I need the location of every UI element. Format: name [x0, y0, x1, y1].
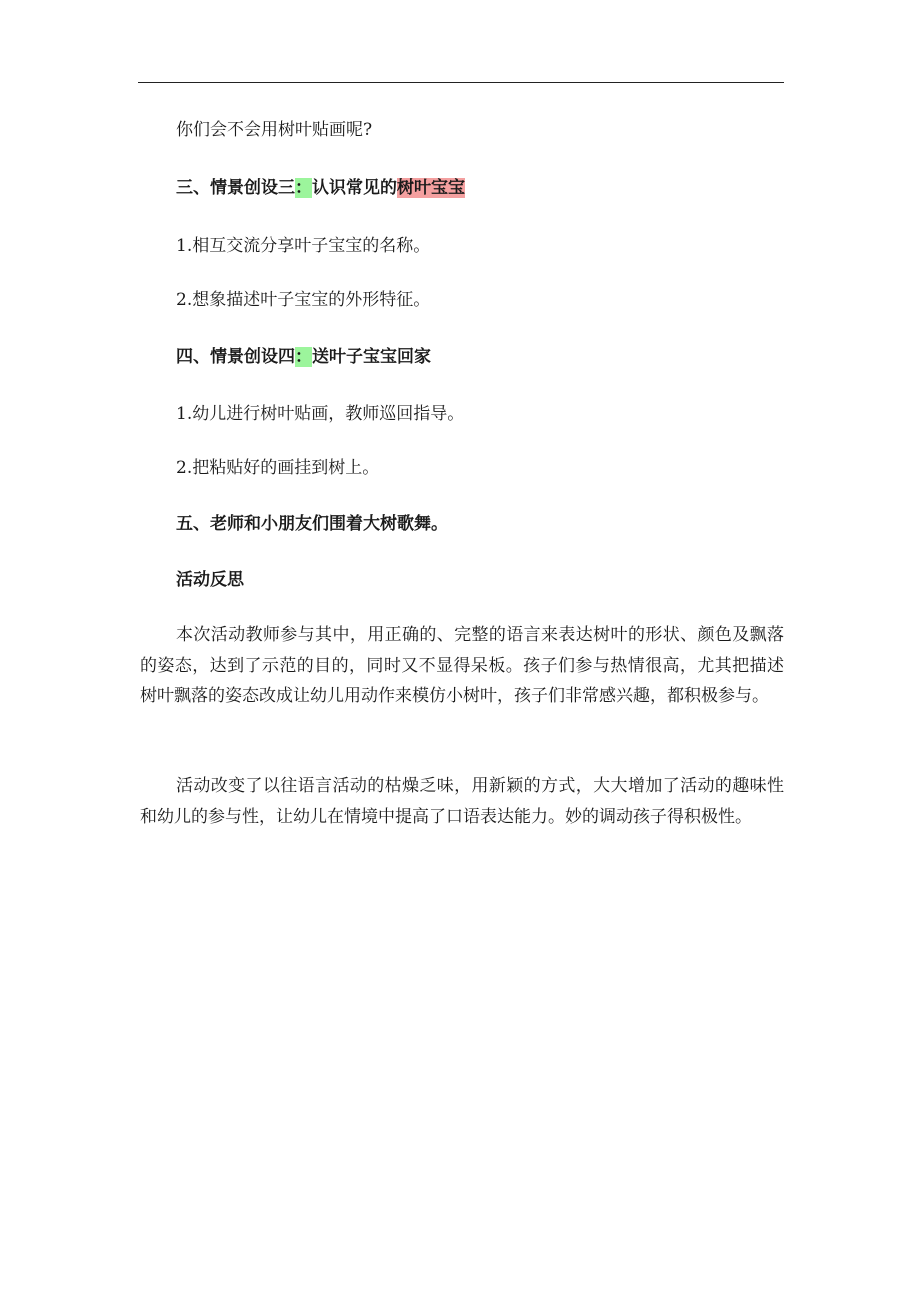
header-rule: [138, 82, 784, 83]
item-4-2: [176, 456, 379, 480]
section-3-mid: 认识常见的: [312, 178, 397, 198]
item-4-2-text: 2.把粘贴好的画挂到树上。: [176, 458, 380, 478]
section-4-heading: [176, 345, 431, 369]
reflection-title-text: 活动反思: [176, 570, 244, 590]
section-4-colon-highlight: ：: [295, 347, 312, 367]
item-3-1-text: 1.相互交流分享叶子宝宝的名称。: [176, 236, 431, 256]
reflection-title: [176, 568, 244, 592]
section-5-text: 五、老师和小朋友们围着大树歌舞。: [176, 514, 448, 534]
item-3-1: [176, 234, 430, 258]
section-4-prefix: 四、情景创设四: [176, 347, 295, 367]
intro-question: [176, 118, 372, 142]
section-5-heading: [176, 512, 448, 536]
section-3-highlight: 树叶宝宝: [397, 178, 465, 198]
reflection-paragraph-1: 本次活动教师参与其中，用正确的、完整的语言来表达树叶的形状、颜色及飘落的姿态，达到了示范的目的，同时又不显得呆板。孩子们参与热情很高，尤其把描述树叶飘落的姿态改成让幼儿用动作来模仿小树叶，孩子们非常感兴趣，都积极参与。: [140, 625, 784, 706]
section-3-prefix: 三、情景创设三: [176, 178, 295, 198]
item-3-2: [176, 288, 430, 312]
section-4-rest: 送叶子宝宝回家: [312, 347, 431, 367]
item-4-1: [176, 402, 464, 426]
reflection-paragraph-2: 活动改变了以往语言活动的枯燥乏味，用新颖的方式，大大增加了活动的趣味性和幼儿的参与性，让幼儿在情境中提高了口语表达能力。妙的调动孩子得积极性。: [140, 776, 784, 827]
intro-question-text: 你们会不会用树叶贴画呢?: [176, 120, 373, 140]
item-4-1-text: 1.幼儿进行树叶贴画，教师巡回指导。: [176, 404, 465, 424]
section-3-colon-highlight: ：: [295, 178, 312, 198]
item-3-2-text: 2.想象描述叶子宝宝的外形特征。: [176, 290, 431, 310]
section-3-heading: [176, 176, 465, 200]
